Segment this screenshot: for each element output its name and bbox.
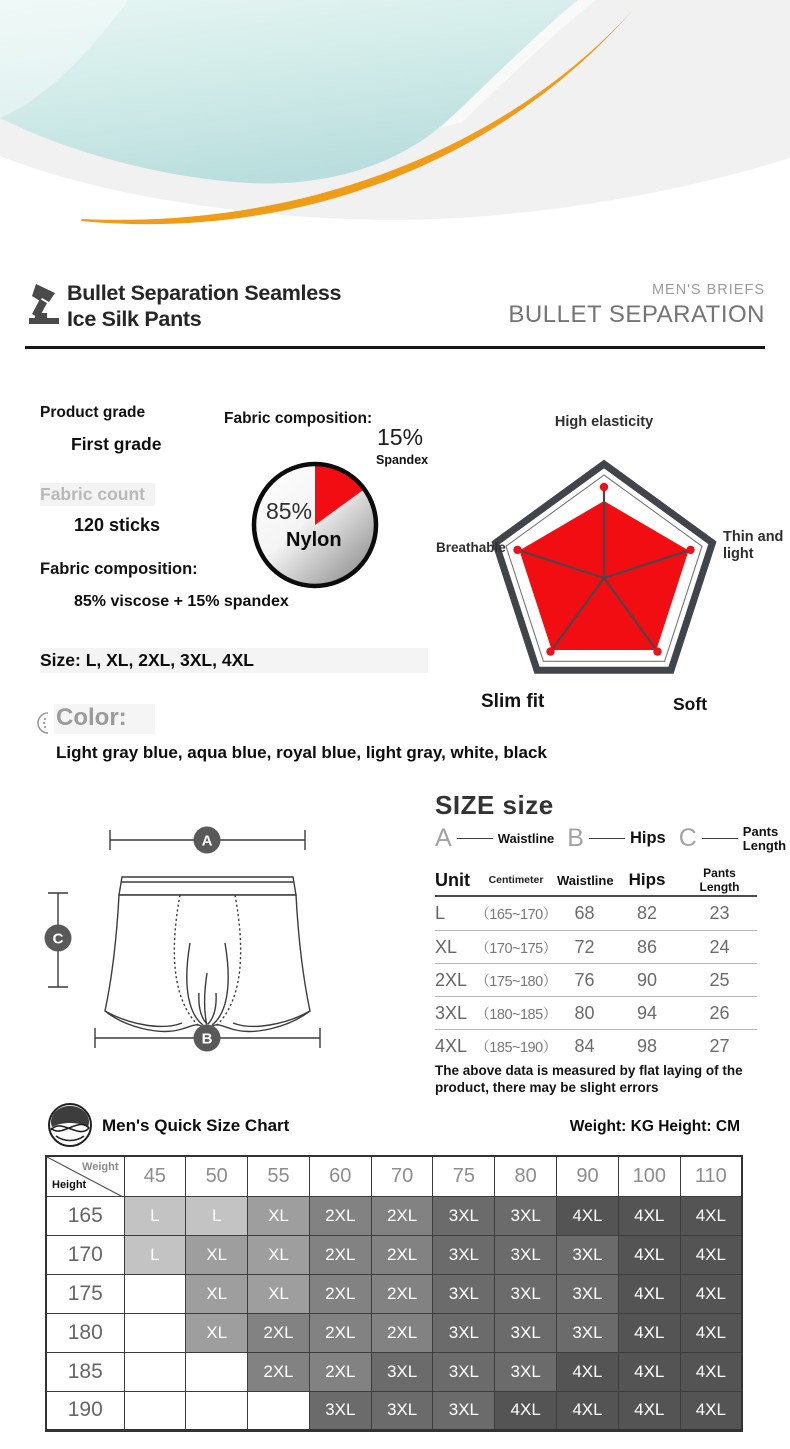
- size-table-cell: 86: [636, 936, 658, 957]
- size-cell: 2XL: [248, 1313, 310, 1352]
- size-table-title: SIZE size: [435, 790, 554, 820]
- size-cell: 4XL: [680, 1352, 742, 1391]
- radar-label-thin-light: Thin and light: [723, 529, 784, 562]
- empty-cell: [124, 1391, 186, 1430]
- size-cell: 4XL: [680, 1235, 742, 1274]
- measure-b-label: B: [201, 1030, 213, 1048]
- corner-height-label: Height: [52, 1178, 87, 1191]
- size-cell: 3XL: [433, 1313, 495, 1352]
- size-cell: 2XL: [309, 1196, 371, 1235]
- height-cell: 180: [46, 1313, 124, 1352]
- size-cell: 4XL: [557, 1352, 619, 1391]
- size-table-cell: 94: [636, 1002, 658, 1023]
- color-label: Color:: [54, 704, 155, 734]
- quick-grid-header-row-tr: [46, 1156, 742, 1196]
- empty-cell: [186, 1352, 248, 1391]
- size-table-row: [435, 930, 757, 963]
- size-cell: 3XL: [433, 1391, 495, 1430]
- radar-label-high-elasticity: High elasticity: [554, 414, 654, 430]
- microscope-icon: [27, 283, 67, 329]
- height-cell: 165: [46, 1196, 124, 1235]
- size-table-cell: XL: [435, 936, 458, 957]
- size-cell: 3XL: [433, 1196, 495, 1235]
- brand-large-text: BULLET SEPARATION: [508, 301, 765, 328]
- size-table-header-cell: Waistline: [557, 872, 614, 888]
- size-cell: L: [124, 1196, 186, 1235]
- brand-small-text: MEN'S BRIEFS: [651, 282, 765, 298]
- size-cell: 2XL: [309, 1313, 371, 1352]
- pie-main-percent: 85%: [266, 498, 313, 524]
- size-cell: 4XL: [495, 1391, 557, 1430]
- brand-block: [508, 282, 765, 329]
- measure-a-label: A: [201, 832, 213, 850]
- size-cell: 3XL: [433, 1274, 495, 1313]
- weight-header-cell: 75: [433, 1156, 495, 1196]
- size-cell: 2XL: [371, 1235, 433, 1274]
- corner-cell: [46, 1156, 124, 1196]
- quick-grid-row: [46, 1235, 742, 1274]
- size-table-cell: L: [435, 903, 446, 923]
- radar-label-soft: Soft: [673, 694, 708, 714]
- size-table-cell: 24: [709, 936, 730, 957]
- size-cell: 3XL: [557, 1274, 619, 1313]
- size-table-cell: （180~185）: [475, 1006, 557, 1023]
- size-table-cell: 4XL: [435, 1035, 468, 1056]
- size-table-cell: 84: [574, 1035, 595, 1056]
- size-cell: 3XL: [495, 1235, 557, 1274]
- size-cell: 3XL: [371, 1391, 433, 1430]
- page-title-line2: Ice Silk Pants: [67, 307, 202, 331]
- size-cell: 4XL: [618, 1274, 680, 1313]
- quick-grid-row: [46, 1391, 742, 1430]
- size-table-cell: 76: [574, 969, 595, 990]
- weight-header-cell: 110: [680, 1156, 742, 1196]
- size-table-cell: （185~190）: [475, 1039, 557, 1056]
- size-table-cell: 25: [709, 969, 730, 990]
- weight-header-cell: 55: [248, 1156, 310, 1196]
- quick-size-grid: [45, 1155, 743, 1432]
- size-cell: XL: [186, 1313, 248, 1352]
- pie-slice-percent: 15%: [377, 424, 424, 450]
- size-cell: 3XL: [309, 1391, 371, 1430]
- size-table-header-cell: Unit: [435, 869, 470, 890]
- size-cell: 4XL: [680, 1391, 742, 1430]
- size-cell: 3XL: [433, 1235, 495, 1274]
- weight-header-cell: 60: [309, 1156, 371, 1196]
- height-cell: 175: [46, 1274, 124, 1313]
- pie-main-label: Nylon: [286, 529, 342, 551]
- size-table-header: [435, 866, 757, 894]
- quick-grid-row: [46, 1313, 742, 1352]
- size-table-cell: 3XL: [435, 1002, 468, 1023]
- size-cell: 4XL: [618, 1235, 680, 1274]
- size-line: Size: L, XL, 2XL, 3XL, 4XL: [40, 648, 428, 673]
- size-cell: 4XL: [618, 1313, 680, 1352]
- legend-item: C Pants Length: [678, 823, 787, 853]
- size-cell: 2XL: [371, 1274, 433, 1313]
- quick-chart-title: Men's Quick Size Chart: [102, 1116, 290, 1135]
- measure-c-label: C: [52, 930, 64, 948]
- size-cell: 2XL: [371, 1313, 433, 1352]
- radar-label-slim-fit: Slim fit: [481, 691, 545, 712]
- page-title-line1: Bullet Separation Seamless: [67, 281, 342, 305]
- size-cell: 2XL: [248, 1352, 310, 1391]
- size-cell: XL: [248, 1235, 310, 1274]
- size-cell: 3XL: [371, 1352, 433, 1391]
- size-cell: 3XL: [557, 1313, 619, 1352]
- briefs-icon: [46, 1101, 94, 1149]
- size-cell: L: [124, 1235, 186, 1274]
- size-table-cell: 80: [574, 1002, 595, 1023]
- height-cell: 185: [46, 1352, 124, 1391]
- size-cell: 3XL: [495, 1352, 557, 1391]
- quick-grid-row: [46, 1196, 742, 1235]
- size-cell: XL: [248, 1274, 310, 1313]
- size-legend: [435, 823, 787, 853]
- weight-header-cell: 70: [371, 1156, 433, 1196]
- size-cell: 4XL: [618, 1352, 680, 1391]
- size-cell: 3XL: [495, 1313, 557, 1352]
- size-cell: L: [186, 1196, 248, 1235]
- size-cell: 2XL: [309, 1352, 371, 1391]
- height-cell: 190: [46, 1391, 124, 1430]
- color-value: Light gray blue, aqua blue, royal blue, light gray, white, black: [56, 743, 547, 762]
- size-cell: 4XL: [618, 1391, 680, 1430]
- size-table-cell: （175~180）: [475, 973, 557, 990]
- weight-header-cell: 90: [557, 1156, 619, 1196]
- size-table-header-cell: Centimeter: [488, 874, 544, 886]
- size-table-row: [435, 963, 757, 996]
- size-cell: 4XL: [557, 1391, 619, 1430]
- empty-cell: [186, 1391, 248, 1430]
- size-cell: 4XL: [618, 1196, 680, 1235]
- hero-decoration: [0, 0, 790, 250]
- fabric-pie-chart: [246, 456, 386, 596]
- quick-chart-units: Weight: KG Height: CM: [569, 1118, 740, 1135]
- size-cell: 3XL: [495, 1274, 557, 1313]
- size-table-cell: 98: [636, 1035, 658, 1056]
- size-table-cell: 23: [709, 903, 730, 923]
- size-cell: 2XL: [371, 1196, 433, 1235]
- weight-header-cell: 100: [618, 1156, 680, 1196]
- underwear-measure-diagram: [30, 805, 420, 1070]
- product-grade-label: Product grade: [40, 404, 146, 421]
- size-cell: 4XL: [680, 1196, 742, 1235]
- empty-cell: [124, 1274, 186, 1313]
- weight-header-cell: 80: [495, 1156, 557, 1196]
- weight-header-cell: 45: [124, 1156, 186, 1196]
- size-table-row: [435, 897, 757, 930]
- size-table-cell: 90: [636, 969, 658, 990]
- size-cell: 3XL: [557, 1235, 619, 1274]
- size-table-header-cell: Hips: [628, 870, 666, 889]
- size-cell: 3XL: [433, 1352, 495, 1391]
- size-cell: 4XL: [680, 1313, 742, 1352]
- empty-cell: [124, 1352, 186, 1391]
- corner-weight-label: Weight: [82, 1161, 119, 1173]
- size-cell: 3XL: [495, 1196, 557, 1235]
- page-title: [67, 280, 341, 332]
- size-cell: XL: [248, 1196, 310, 1235]
- size-cell: 2XL: [309, 1235, 371, 1274]
- size-table-header-cell: Pants Length: [699, 866, 740, 894]
- fabric-composition-value: 85% viscose + 15% spandex: [74, 593, 289, 610]
- size-table-cell: 26: [709, 1002, 730, 1023]
- quick-grid-row: [46, 1274, 742, 1313]
- size-table-cell: 72: [574, 936, 595, 957]
- size-cell: 4XL: [557, 1196, 619, 1235]
- size-table-cell: （165~170）: [475, 907, 557, 923]
- size-table-note: The above data is measured by flat laying of the product, there may be slight errors: [435, 1063, 743, 1095]
- size-cell: XL: [186, 1235, 248, 1274]
- empty-cell: [124, 1313, 186, 1352]
- header-divider: [25, 346, 765, 349]
- pie-slice-label: Spandex: [376, 453, 429, 467]
- legend-item: B Hips: [567, 824, 666, 852]
- quick-grid-body: [46, 1196, 742, 1430]
- size-table-row: [435, 1029, 757, 1062]
- fabric-count-label: Fabric count: [40, 483, 155, 506]
- legend-item: A Waistline: [435, 824, 555, 852]
- quick-grid-row: [46, 1352, 742, 1391]
- radar-label-breathable: Breathable: [436, 540, 506, 555]
- size-table-cell: 27: [709, 1035, 730, 1056]
- weight-header-cell: 50: [186, 1156, 248, 1196]
- height-cell: 170: [46, 1235, 124, 1274]
- empty-cell: [248, 1391, 310, 1430]
- size-table-rows: [435, 895, 757, 1062]
- size-cell: 2XL: [309, 1274, 371, 1313]
- radar-chart: [434, 448, 790, 688]
- size-table-row: [435, 996, 757, 1029]
- product-grade-value: First grade: [71, 434, 162, 454]
- size-table-cell: 2XL: [435, 969, 468, 990]
- fabric-composition-label: Fabric composition:: [40, 560, 198, 578]
- size-table-cell: 68: [574, 903, 595, 923]
- fabric-count-value: 120 sticks: [74, 515, 161, 535]
- pie-title: Fabric composition:: [224, 410, 373, 427]
- size-table-cell: （170~175）: [475, 940, 557, 957]
- stitch-decoration-icon: [37, 711, 55, 735]
- size-table-cell: 82: [636, 903, 658, 923]
- size-cell: XL: [186, 1274, 248, 1313]
- size-cell: 4XL: [680, 1274, 742, 1313]
